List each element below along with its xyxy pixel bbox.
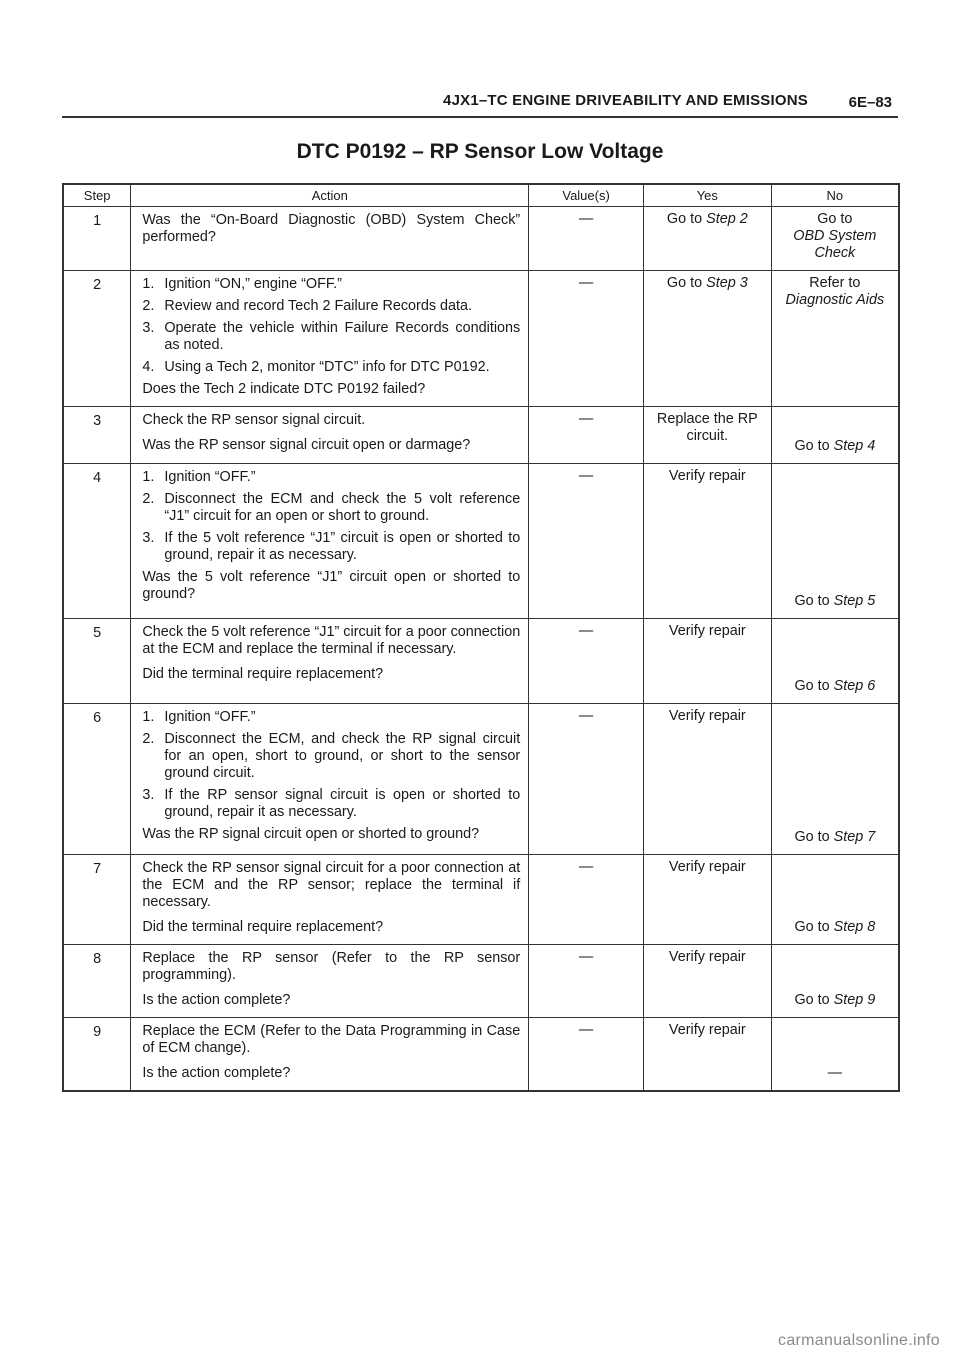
action-question: Was the RP sensor signal circuit open or darmage? bbox=[142, 437, 471, 453]
no-text: Go to bbox=[794, 593, 834, 609]
no-text: Go to bbox=[794, 678, 834, 694]
action-text: Check the RP sensor signal circuit for a poor connection at the ECM and the RP sensor; replace the terminal if necessary. bbox=[142, 860, 521, 910]
action-cell bbox=[131, 207, 529, 271]
action-steps bbox=[142, 469, 520, 564]
table-row bbox=[63, 407, 899, 464]
no-text: Go to bbox=[794, 829, 834, 845]
table-row bbox=[63, 464, 899, 619]
table-row bbox=[63, 271, 899, 407]
value-cell: — bbox=[529, 407, 644, 464]
action-text: Was the “On-Board Diagnostic (OBD) System Check” performed? bbox=[142, 212, 521, 245]
no-text: Go to bbox=[794, 438, 834, 454]
no-step-link: Step 6 bbox=[833, 678, 876, 694]
no-step-link: Step 7 bbox=[833, 829, 876, 845]
yes-text: Go to bbox=[666, 211, 707, 227]
action-question: Did the terminal require replacement? bbox=[142, 666, 384, 682]
no-step-link: Step 5 bbox=[833, 593, 876, 609]
action-step-number: 2. bbox=[142, 731, 155, 747]
step-number: 9 bbox=[63, 1018, 131, 1092]
yes-text: Verify repair bbox=[668, 1022, 746, 1038]
action-step bbox=[142, 298, 520, 315]
yes-cell bbox=[643, 619, 771, 704]
yes-cell bbox=[643, 704, 771, 855]
col-action: Action bbox=[131, 184, 529, 207]
action-step-text: Disconnect the ECM, and check the RP signal circuit for an open, short to ground, or short to the sensor ground circuit. bbox=[164, 731, 521, 781]
value-cell: — bbox=[529, 855, 644, 945]
yes-text: Verify repair bbox=[668, 859, 746, 875]
action-step bbox=[142, 491, 520, 525]
action-step-text: If the RP sensor signal circuit is open or shorted to ground, repair it as necessary. bbox=[164, 787, 521, 820]
action-text: Check the 5 volt reference “J1” circuit for a poor connection at the ECM and replace the terminal if necessary. bbox=[142, 624, 521, 657]
no-text: Go to bbox=[817, 211, 853, 227]
yes-step-link: Step 2 bbox=[706, 211, 748, 227]
no-step-link: OBD System Check bbox=[793, 228, 877, 261]
action-step-text: Using a Tech 2, monitor “DTC” info for DTC P0192. bbox=[164, 359, 490, 375]
action-step-number: 3. bbox=[142, 320, 155, 336]
action-cell bbox=[131, 271, 529, 407]
step-number: 3 bbox=[63, 407, 131, 464]
no-step-link: Diagnostic Aids bbox=[785, 292, 885, 308]
action-step-number: 4. bbox=[142, 359, 155, 375]
action-step bbox=[142, 276, 520, 293]
dtc-table bbox=[62, 183, 900, 1092]
action-question: Did the terminal require replacement? bbox=[142, 919, 384, 935]
yes-text: Verify repair bbox=[668, 623, 746, 639]
yes-cell bbox=[643, 207, 771, 271]
step-number: 6 bbox=[63, 704, 131, 855]
col-no: No bbox=[771, 184, 899, 207]
section-title: 4JX1–TC ENGINE DRIVEABILITY AND EMISSIONS bbox=[443, 92, 808, 109]
no-cell bbox=[771, 464, 899, 619]
action-cell bbox=[131, 1018, 529, 1092]
action-text: Replace the RP sensor (Refer to the RP sensor programming). bbox=[142, 950, 521, 983]
value-cell: — bbox=[529, 207, 644, 271]
no-text: Refer to bbox=[809, 275, 861, 291]
action-step-text: Ignition “OFF.” bbox=[164, 709, 256, 725]
col-yes: Yes bbox=[643, 184, 771, 207]
no-cell bbox=[771, 407, 899, 464]
table-row bbox=[63, 704, 899, 855]
action-step-text: Ignition “ON,” engine “OFF.” bbox=[164, 276, 342, 292]
no-cell bbox=[771, 855, 899, 945]
action-question: Is the action complete? bbox=[142, 992, 291, 1008]
action-question: Was the 5 volt reference “J1” circuit open or shorted to ground? bbox=[142, 569, 521, 602]
action-step-number: 2. bbox=[142, 491, 155, 507]
yes-text: Verify repair bbox=[668, 949, 746, 965]
yes-cell bbox=[643, 1018, 771, 1092]
action-cell bbox=[131, 464, 529, 619]
step-number: 4 bbox=[63, 464, 131, 619]
no-text: Go to bbox=[794, 992, 834, 1008]
value-cell: — bbox=[529, 464, 644, 619]
yes-text: Go to bbox=[666, 275, 707, 291]
step-number: 5 bbox=[63, 619, 131, 704]
action-step-number: 3. bbox=[142, 787, 155, 803]
table-body bbox=[63, 207, 899, 1092]
table-row bbox=[63, 207, 899, 271]
step-number: 2 bbox=[63, 271, 131, 407]
action-steps bbox=[142, 276, 520, 376]
yes-cell bbox=[643, 271, 771, 407]
action-text: Replace the ECM (Refer to the Data Programming in Case of ECM change). bbox=[142, 1023, 521, 1056]
action-step bbox=[142, 731, 520, 782]
col-values: Value(s) bbox=[529, 184, 644, 207]
action-step-number: 1. bbox=[142, 709, 155, 725]
action-step-text: Review and record Tech 2 Failure Records data. bbox=[164, 298, 473, 314]
no-cell bbox=[771, 704, 899, 855]
value-cell: — bbox=[529, 271, 644, 407]
value-cell: — bbox=[529, 945, 644, 1018]
value-cell: — bbox=[529, 619, 644, 704]
no-step-link: Step 8 bbox=[833, 919, 876, 935]
yes-cell bbox=[643, 464, 771, 619]
action-step bbox=[142, 359, 520, 376]
action-step bbox=[142, 530, 520, 564]
action-step-text: Disconnect the ECM and check the 5 volt reference “J1” circuit for an open or short to ground. bbox=[164, 491, 521, 524]
table-row bbox=[63, 1018, 899, 1092]
no-cell bbox=[771, 1018, 899, 1092]
no-cell bbox=[771, 207, 899, 271]
page-title: DTC P0192 – RP Sensor Low Voltage bbox=[296, 140, 664, 163]
action-step-number: 3. bbox=[142, 530, 155, 546]
action-question: Does the Tech 2 indicate DTC P0192 failed? bbox=[142, 381, 426, 397]
action-step bbox=[142, 787, 520, 821]
action-cell bbox=[131, 855, 529, 945]
action-question: Was the RP signal circuit open or shorted to ground? bbox=[142, 826, 480, 842]
table-row bbox=[63, 855, 899, 945]
yes-step-link: Step 3 bbox=[706, 275, 748, 291]
yes-cell bbox=[643, 855, 771, 945]
action-cell bbox=[131, 945, 529, 1018]
action-step bbox=[142, 709, 520, 726]
no-text: — bbox=[827, 1065, 843, 1081]
action-step-number: 1. bbox=[142, 276, 155, 292]
watermark-footer: carmanualsonline.info bbox=[778, 1332, 940, 1349]
action-step-text: Operate the vehicle within Failure Records conditions as noted. bbox=[164, 320, 521, 353]
no-step-link: Step 9 bbox=[833, 992, 876, 1008]
action-cell bbox=[131, 407, 529, 464]
yes-cell bbox=[643, 407, 771, 464]
value-cell: — bbox=[529, 704, 644, 855]
action-text: Check the RP sensor signal circuit. bbox=[142, 412, 366, 428]
step-number: 7 bbox=[63, 855, 131, 945]
step-number: 1 bbox=[63, 207, 131, 271]
action-question: Is the action complete? bbox=[142, 1065, 291, 1081]
page-header bbox=[62, 84, 898, 118]
no-step-link: Step 4 bbox=[833, 438, 876, 454]
no-text: Go to bbox=[794, 919, 834, 935]
no-cell bbox=[771, 271, 899, 407]
action-steps bbox=[142, 709, 520, 821]
action-cell bbox=[131, 619, 529, 704]
action-step bbox=[142, 320, 520, 354]
action-step-number: 2. bbox=[142, 298, 155, 314]
table-header-row bbox=[63, 184, 899, 207]
action-step bbox=[142, 469, 520, 486]
yes-text: Replace the RP circuit. bbox=[656, 411, 758, 444]
no-cell bbox=[771, 619, 899, 704]
table-row bbox=[63, 619, 899, 704]
action-step-number: 1. bbox=[142, 469, 155, 485]
col-step: Step bbox=[63, 184, 131, 207]
action-step-text: Ignition “OFF.” bbox=[164, 469, 256, 485]
yes-text: Verify repair bbox=[668, 468, 746, 484]
yes-cell bbox=[643, 945, 771, 1018]
step-number: 8 bbox=[63, 945, 131, 1018]
yes-text: Verify repair bbox=[668, 708, 746, 724]
value-cell: — bbox=[529, 1018, 644, 1092]
page-number: 6E–83 bbox=[848, 94, 892, 111]
action-cell bbox=[131, 704, 529, 855]
table-row bbox=[63, 945, 899, 1018]
no-cell bbox=[771, 945, 899, 1018]
action-step-text: If the 5 volt reference “J1” circuit is open or shorted to ground, repair it as necessary. bbox=[164, 530, 521, 563]
